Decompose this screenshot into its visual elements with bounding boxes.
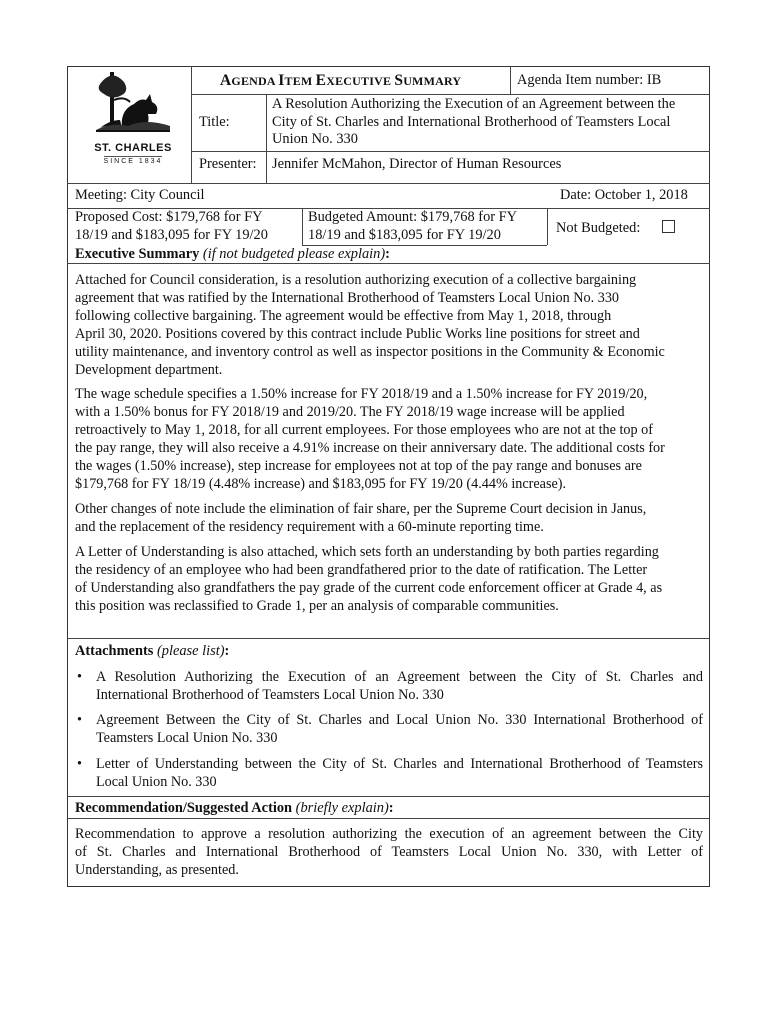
meeting-date: Date: October 1, 2018 <box>560 187 688 203</box>
logo-city-name: ST. CHARLES <box>94 142 172 154</box>
label-divider <box>266 94 267 183</box>
budgeted-amount: Budgeted Amount: $179,768 for FY 18/19 and $183,095 for FY 19/20 <box>308 209 518 243</box>
presenter-value: Jennifer McMahon, Director of Human Resources <box>272 156 562 172</box>
summary-paragraph: A Letter of Understanding is also attached, which sets forth an understanding by both parties regarding the residency of an employee who had been grandfathered prior to the date of ratification. The Letter of Understanding also grandfathers the pay grade of the current code enforcement officer at Grade 4, as this position was reclassified to Grade 1, per an analysis of comparable communities. <box>75 544 663 614</box>
recommendation-rule <box>67 818 710 819</box>
header-bottom-rule <box>67 183 710 184</box>
agenda-item-number: Agenda Item number: IB <box>517 72 662 88</box>
cost-divider-1 <box>302 208 303 245</box>
title-label: Title: <box>199 114 230 130</box>
logo-since: SINCE 1834 <box>103 158 163 165</box>
bullet-icon: • <box>77 669 82 685</box>
not-budgeted <box>556 220 675 238</box>
recommendation-rule-top <box>67 796 710 797</box>
recommendation-heading: Recommendation/Suggested Action (briefly explain): <box>75 800 394 816</box>
title-value: A Resolution Authorizing the Execution of an Agreement between the City of St. Charles and International Brotherhood of Teamsters Local Union No. 330 <box>272 96 676 147</box>
presenter-label: Presenter: <box>199 156 257 172</box>
proposed-cost: Proposed Cost: $179,768 for FY 18/19 and $183,095 for FY 19/20 <box>75 209 268 243</box>
header-rule <box>191 94 710 95</box>
not-budgeted-checkbox[interactable] <box>662 220 675 233</box>
summary-paragraph: Attached for Council consideration, is a resolution authorizing execution of a collective bargaining agreement that was ratified by the International Brotherhood of Teamsters Local Union No. 330 following collective bargaining. The agreement would be effective from May 1, 2018, through April 30, 2020. Positions covered by this contract include Public Works line positions for street and utility maintenance, and inventory control as well as inspector positions in the Community & Economic Development department. <box>75 272 665 378</box>
title-rule <box>191 151 710 152</box>
summary-paragraph: Other changes of note include the elimination of fair share, per the Supreme Court decision in Janus, and the replacement of the residency requirement with a 60-minute reporting time. <box>75 501 647 535</box>
bullet-icon: • <box>77 712 82 728</box>
attachments-heading: Attachments (please list): <box>75 643 230 659</box>
cost-divider-2 <box>547 208 548 245</box>
bullet-icon: • <box>77 756 82 772</box>
executive-summary-heading: Executive Summary (if not budgeted please explain): <box>75 246 390 262</box>
logo-divider <box>191 66 192 183</box>
summary-rule <box>67 263 710 264</box>
attachments-rule <box>67 638 710 639</box>
city-logo <box>90 66 176 166</box>
meeting-label: Meeting: City Council <box>75 187 205 203</box>
not-budgeted-label: Not Budgeted: <box>556 220 641 236</box>
recommendation-text: Recommendation to approve a resolution authorizing the execution of an agreement between the City of St. Charles and International Brotherhood of Teamsters Local Union No. 330, with Letter of Understanding, as presented. <box>75 826 703 878</box>
agenda-divider <box>510 66 511 94</box>
form-title: AGENDA ITEM EXECUTIVE SUMMARY <box>220 72 462 89</box>
summary-paragraph: The wage schedule specifies a 1.50% increase for FY 2018/19 and a 1.50% increase for FY 2019/20, with a 1.50% bonus for FY 2018/19 and 2019/20. The FY 2018/19 wage increase will be applied retroactively to May 1, 2018, for all current employees. For those employees who are not at the top of the pay range, they will also receive a 4.91% increase on their anniversary date. The additional costs for the wages (1.50% increase), step increase for employees not at top of the pay range and bonuses are $179,768 for FY 18/19 (4.48% increase) and $183,095 for FY 19/20 (4.44% increase). <box>75 386 665 492</box>
